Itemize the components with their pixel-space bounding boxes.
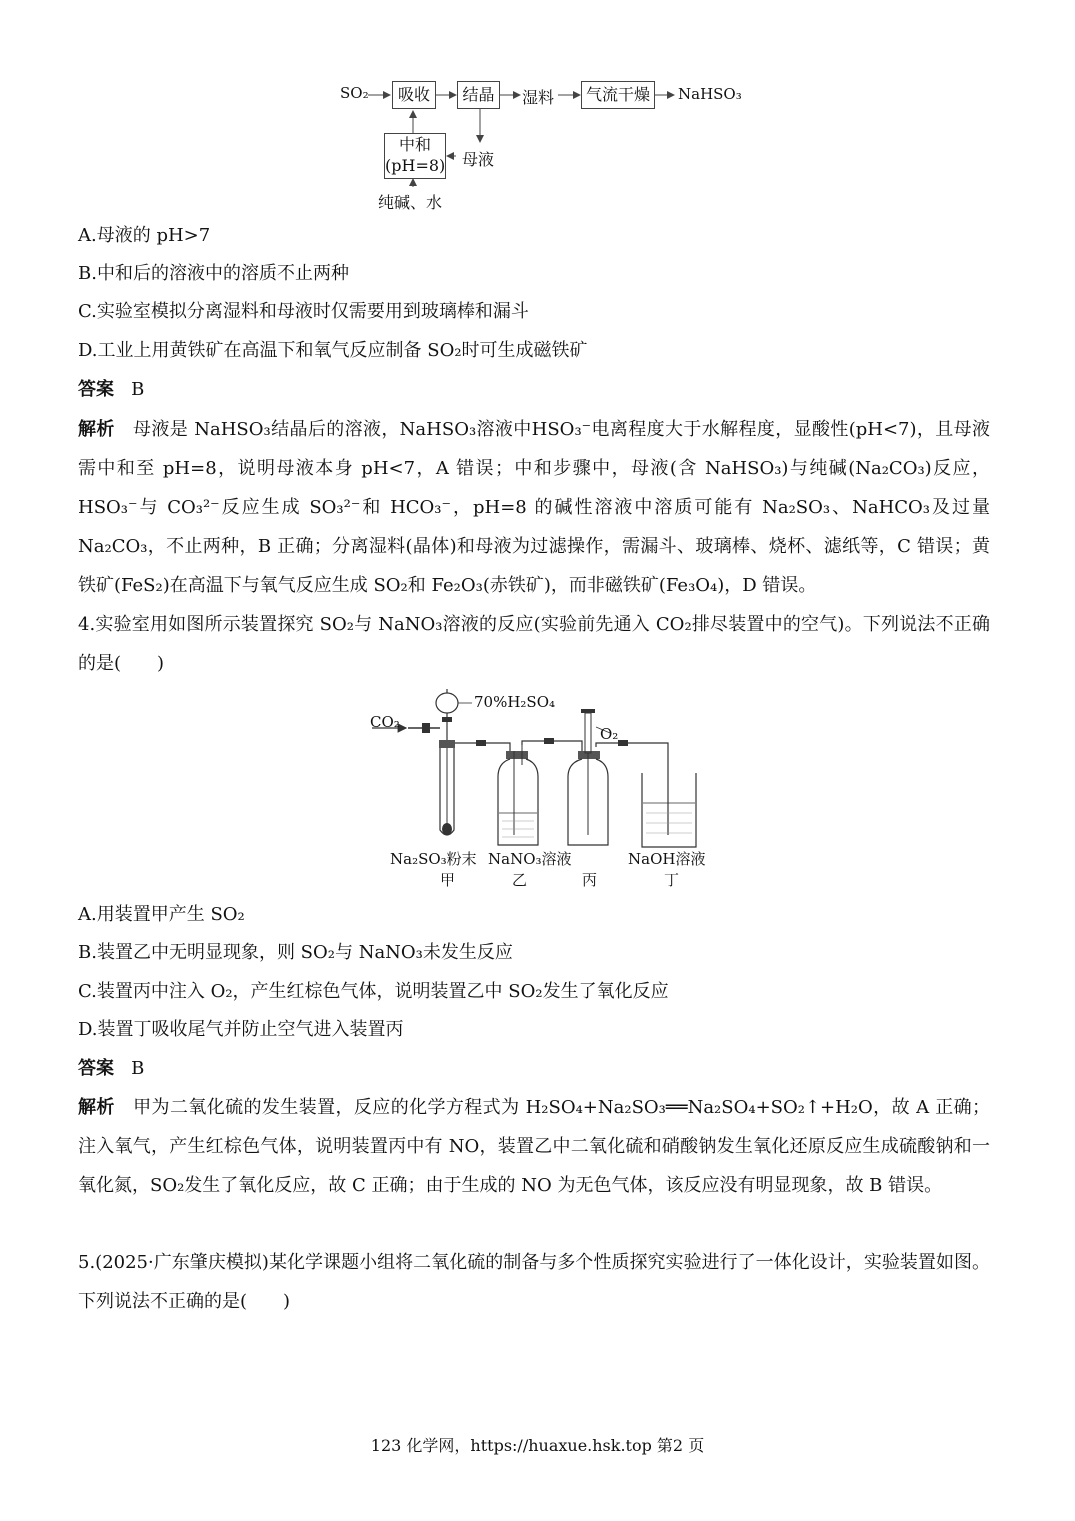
label-bing: 丙 xyxy=(582,871,598,889)
q4-analysis-label: 解析 xyxy=(78,1097,115,1118)
q4-analysis-text: 甲为二氧化硫的发生装置，反应的化学方程式为 H₂SO₄+Na₂SO₃══Na₂SO₄+SO₂↑+H₂O，故 A 正确；注入氧气，产生红棕色气体，说明装置丙中有 NO，装置乙中二氧化硫和硝酸钠发生氧化还原反应生成硫酸钠和一氧化氮，SO₂发生了氧化反应，故 C 正确；由于生成的 NO 为无色气体，该反应没有明显现象，故 B 错误。 xyxy=(78,1097,990,1196)
q4-analysis xyxy=(78,1088,990,1205)
q3-answer-value: B xyxy=(131,379,145,400)
flow-product: NaHSO₃ xyxy=(678,85,742,103)
q5-stem: 5.(2025·广东肇庆模拟)某化学课题小组将二氧化硫的制备与多个性质探究实验进行了一体化设计，实验装置如图。下列说法不正确的是( ) xyxy=(78,1252,990,1312)
q4-answer-label: 答案 xyxy=(78,1058,114,1079)
flow-so2: SO₂ xyxy=(340,84,369,102)
q3-answer xyxy=(78,378,990,402)
flow-mother-liquor: 母液 xyxy=(462,150,495,169)
flow-neutral-box xyxy=(384,133,446,179)
flow-neutral-line1: 中和 xyxy=(398,135,431,154)
label-o2: O₂ xyxy=(600,725,619,743)
q3-option-a: A.母液的 pH>7 xyxy=(78,225,211,246)
label-ding: 丁 xyxy=(664,871,680,889)
flow-dry-box: 气流干燥 xyxy=(581,81,655,109)
flow-neutral-line2: (pH=8) xyxy=(385,156,446,175)
q3-option-c: C.实验室模拟分离湿料和母液时仅需要用到玻璃棒和漏斗 xyxy=(78,301,529,322)
q4-answer xyxy=(78,1057,990,1081)
label-jia: 甲 xyxy=(440,871,456,889)
q3-option-d: D.工业上用黄铁矿在高温下和氧气反应制备 SO₂时可生成磁铁矿 xyxy=(78,340,588,361)
label-co2: CO₂ xyxy=(370,713,400,731)
q3-analysis-label: 解析 xyxy=(78,419,115,440)
label-nano3-solution: NaNO₃溶液 xyxy=(488,850,572,868)
q3-analysis-text: 母液是 NaHSO₃结晶后的溶液，NaHSO₃溶液中HSO₃⁻电离程度大于水解程度，显酸性(pH<7)，且母液需中和至 pH=8，说明母液本身 pH<7，A 错误；中和步骤中，母液(含 NaHSO₃)与纯碱(Na₂CO₃)反应，HSO₃⁻与 CO₃²⁻反应生成 SO₃²⁻和 HCO₃⁻，pH=8 的碱性溶液中溶质可能有 Na₂SO₃、NaHCO₃及过量 Na₂CO₃，不止两种，B 正确；分离湿料(晶体)和母液为过滤操作，需漏斗、玻璃棒、烧杯、滤纸等，C 错误；黄铁矿(FeS₂)在高温下与氧气反应生成 SO₂和 Fe₂O₃(赤铁矿)，而非磁铁矿(Fe₃O₄)，D 错误。 xyxy=(78,419,991,596)
process-flowchart xyxy=(330,72,750,217)
label-yi: 乙 xyxy=(512,871,528,889)
flow-absorb-box: 吸收 xyxy=(392,81,436,109)
q3-analysis xyxy=(78,410,990,605)
q4-option-d: D.装置丁吸收尾气并防止空气进入装置丙 xyxy=(78,1019,404,1040)
q4-option-b: B.装置乙中无明显现象，则 SO₂与 NaNO₃未发生反应 xyxy=(78,942,513,963)
label-naoh-solution: NaOH溶液 xyxy=(628,850,706,868)
label-na2so3-powder: Na₂SO₃粉末 xyxy=(390,850,477,868)
apparatus-diagram xyxy=(360,685,720,890)
page-footer: 123 化学网，https://huaxue.hsk.top 第2 页 xyxy=(370,1436,705,1455)
flow-crystal-box: 结晶 xyxy=(457,81,500,109)
flow-soda-water: 纯碱、水 xyxy=(378,193,443,212)
q3-answer-label: 答案 xyxy=(78,379,114,400)
q4-stem: 4.实验室用如图所示装置探究 SO₂与 NaNO₃溶液的反应(实验前先通入 CO₂排尽装置中的空气)。下列说法不正确的是( ) xyxy=(78,614,990,674)
q4-answer-value: B xyxy=(131,1058,145,1079)
label-sulfuric-acid: 70%H₂SO₄ xyxy=(474,693,556,711)
q4-option-c: C.装置丙中注入 O₂，产生红棕色气体，说明装置乙中 SO₂发生了氧化反应 xyxy=(78,981,669,1002)
q4-option-a: A.用装置甲产生 SO₂ xyxy=(78,904,245,925)
q3-option-b: B.中和后的溶液中的溶质不止两种 xyxy=(78,263,349,284)
flow-wet-material: 湿料 xyxy=(522,88,555,107)
